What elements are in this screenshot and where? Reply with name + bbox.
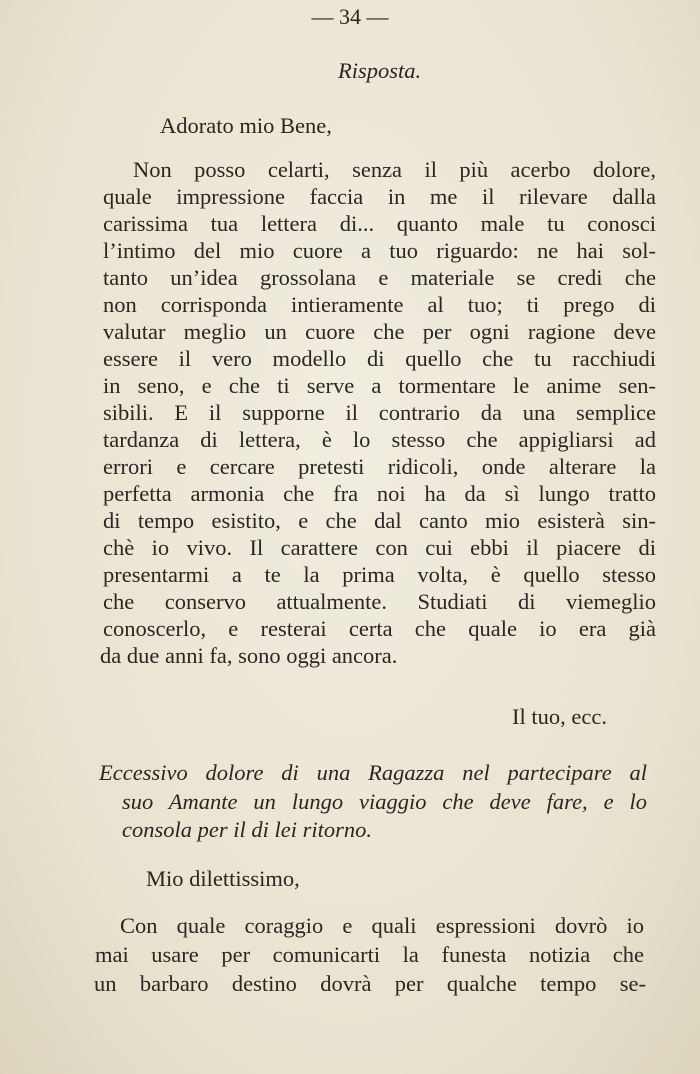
text-line: da due anni fa, sono oggi ancora.: [100, 643, 398, 668]
heading-line: Eccessivo dolore di una Ragazza nel partecipare al: [99, 760, 647, 785]
heading-line: suo Amante un lungo viaggio che deve fare, e lo: [122, 789, 647, 814]
text-line: mai usare per comunicarti la funesta notizia che: [95, 942, 644, 967]
text-line: tardanza di lettera, è lo stesso che appigliarsi ad: [103, 427, 656, 452]
text-line: che conservo attualmente. Studiati di viemeglio: [103, 589, 656, 614]
text-line: un barbaro destino dovrà per qualche tempo se-: [94, 971, 646, 996]
salutation-2: Mio dilettissimo,: [146, 866, 300, 891]
text-line: essere il vero modello di quello che tu racchiudi: [103, 346, 656, 371]
text-line: quale impressione faccia in me il rilevare dalla: [103, 184, 656, 209]
section-title: Risposta.: [338, 58, 422, 83]
text-line: Con quale coraggio e quali espressioni dovrò io: [120, 913, 644, 938]
text-line: presentarmi a te la prima volta, è quello stesso: [103, 562, 656, 587]
text-line: perfetta armonia che fra noi ha da sì lungo tratto: [103, 481, 656, 506]
text-line: in seno, e che ti serve a tormentare le anime sen-: [103, 373, 656, 398]
text-line: l’intimo del mio cuore a tuo riguardo: ne hai sol-: [103, 238, 656, 263]
text-line: di tempo esistito, e che dal canto mio esisterà sin-: [103, 508, 656, 533]
text-line: non corrisponda intieramente al tuo; ti prego di: [103, 292, 656, 317]
text-line: conoscerlo, e resterai certa che quale io era già: [103, 616, 656, 641]
text-line: tanto un’idea grossolana e materiale se credi che: [103, 265, 656, 290]
page-number: — 34 —: [311, 4, 389, 29]
salutation: Adorato mio Bene,: [160, 113, 332, 138]
text-line: valutar meglio un cuore che per ogni ragione deve: [103, 319, 656, 344]
closing: Il tuo, ecc.: [512, 704, 607, 729]
text-line: chè io vivo. Il carattere con cui ebbi il piacere di: [103, 535, 656, 560]
text-line: Non posso celarti, senza il più acerbo dolore,: [133, 157, 656, 182]
text-line: carissima tua lettera di... quanto male tu conosci: [103, 211, 656, 236]
text-line: sibili. E il supporne il contrario da una semplice: [103, 400, 656, 425]
heading-line: consola per il di lei ritorno.: [122, 817, 372, 842]
text-line: errori e cercare pretesti ridicoli, onde alterare la: [103, 454, 656, 479]
